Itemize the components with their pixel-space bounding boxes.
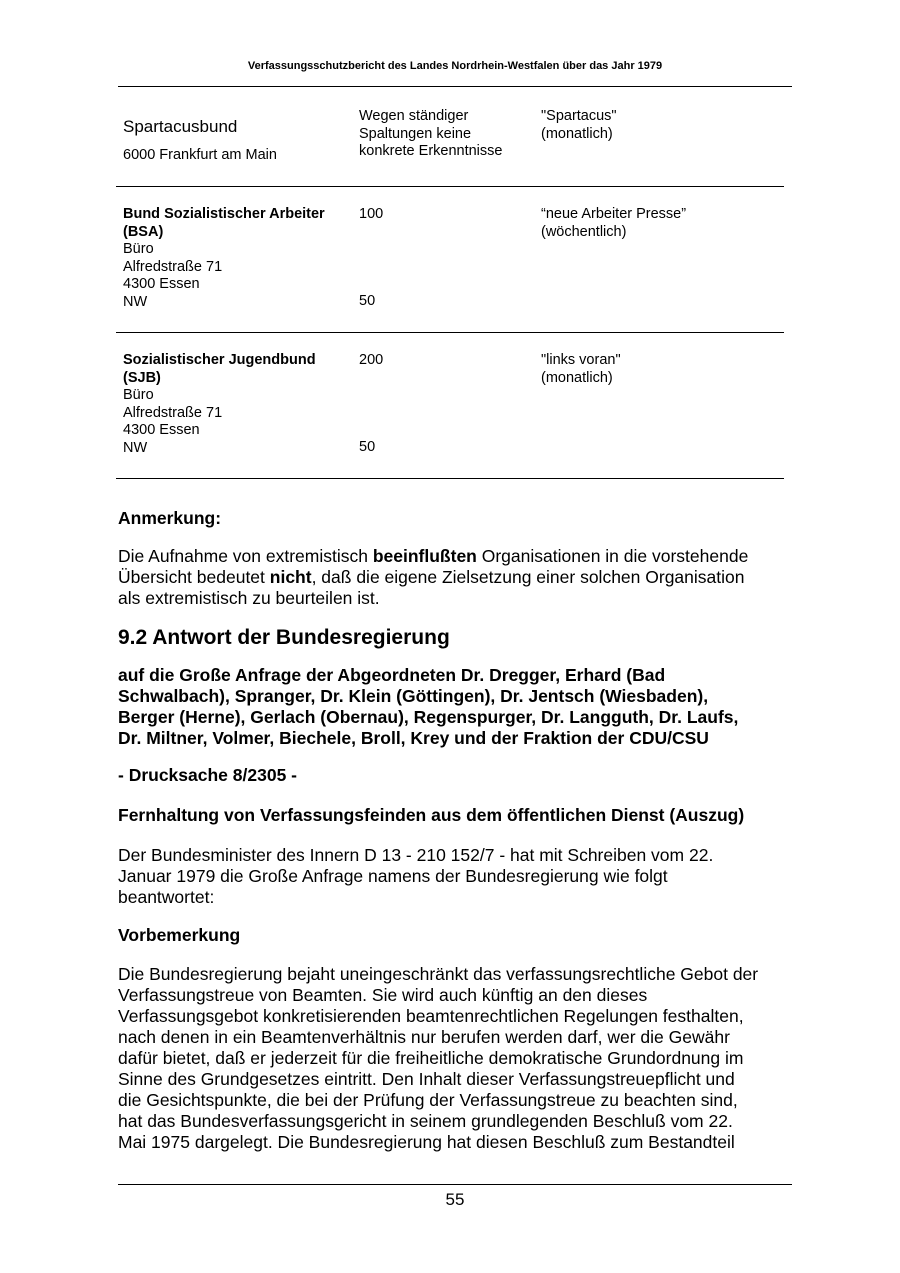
vorbemerkung-line: Sinne des Grundgesetzes eintritt. Den Inhalt dieser Verfassungstreuepflicht und <box>118 1069 735 1089</box>
subtitle-line: Berger (Herne), Gerlach (Obernau), Regenspurger, Dr. Langguth, Dr. Laufs, <box>118 707 739 727</box>
note-line <box>118 546 748 567</box>
org-abbreviation: (SJB) <box>123 369 161 386</box>
org-address-line: Büro <box>123 241 154 257</box>
org-name: Sozialistischer Jugendbund <box>123 352 316 368</box>
table-row-3-publication <box>541 352 621 387</box>
section-heading: 9.2 Antwort der Bundesregierung <box>118 626 450 649</box>
note-text: Übersicht bedeutet <box>118 567 270 587</box>
org-name: Spartacusbund <box>123 117 238 136</box>
members-line: Wegen ständiger <box>359 108 469 124</box>
table-row-2-members-bottom <box>359 293 375 311</box>
members-value: 50 <box>359 439 376 455</box>
table-row-divider <box>116 186 784 187</box>
running-header: Verfassungsschutzbericht des Landes Nordrhein-Westfalen über das Jahr 1979 <box>247 60 663 72</box>
footer-rule <box>118 1184 792 1185</box>
note-text: , daß die eigene Zielsetzung einer solchen Organisation <box>311 567 745 587</box>
vorbemerkung-line: dafür bietet, daß er jederzeit für die freiheitliche demokratische Grundordnung im <box>118 1048 744 1068</box>
org-address-line: Büro <box>123 387 154 403</box>
drucksache-text: - Drucksache 8/2305 - <box>118 765 297 785</box>
intro-line: Januar 1979 die Große Anfrage namens der Bundesregierung wie folgt <box>118 866 668 886</box>
subtitle-line: auf die Große Anfrage der Abgeordneten Dr. Dregger, Erhard (Bad <box>118 665 666 685</box>
org-address-line: 4300 Essen <box>123 422 200 438</box>
note-emphasis: beeinflußten <box>372 546 477 566</box>
note-text: Die Aufnahme von extremistisch <box>118 546 373 566</box>
drucksache-reference <box>118 765 297 786</box>
note-line: als extremistisch zu beurteilen ist. <box>118 588 380 608</box>
publication-line: (monatlich) <box>541 125 613 142</box>
members-line: konkrete Erkenntnisse <box>359 143 503 159</box>
publication-line: (monatlich) <box>541 369 613 386</box>
vorbemerkung-line: Die Bundesregierung bejaht uneingeschränkt das verfassungsrechtliche Gebot der <box>118 964 759 984</box>
note-paragraph <box>118 546 748 609</box>
table-row-1-members <box>359 108 502 161</box>
org-address-line: Alfredstraße 71 <box>123 258 223 275</box>
intro-paragraph <box>118 845 713 908</box>
vorbemerkung-line: Mai 1975 dargelegt. Die Bundesregierung hat diesen Beschluß zum Bestandteil <box>118 1132 735 1152</box>
members-line: Spaltungen keine <box>359 125 472 142</box>
org-address-line: NW <box>123 439 148 456</box>
table-row-2-org <box>123 206 325 311</box>
publication-line: “neue Arbeiter Presse” <box>541 206 687 222</box>
org-address-line: NW <box>123 293 148 310</box>
topic-text: Fernhaltung von Verfassungsfeinden aus dem öffentlichen Dienst (Auszug) <box>118 805 745 825</box>
vorbemerkung-line: die Gesichtspunkte, die bei der Prüfung der Verfassungstreue zu beachten sind, <box>118 1090 738 1110</box>
subtitle-line: Dr. Miltner, Volmer, Biechele, Broll, Krey und der Fraktion der CDU/CSU <box>118 728 709 748</box>
org-address: 6000 Frankfurt am Main <box>123 147 277 163</box>
vorbemerkung-line: nach denen in ein Beamtenverhältnis nur berufen werden darf, wer die Gewähr <box>118 1027 730 1047</box>
table-row-divider <box>116 332 784 333</box>
org-name: Bund Sozialistischer Arbeiter <box>123 206 325 222</box>
subtitle-line: Schwalbach), Spranger, Dr. Klein (Göttingen), Dr. Jentsch (Wiesbaden), <box>118 686 709 706</box>
intro-line: Der Bundesminister des Innern D 13 - 210 152/7 - hat mit Schreiben vom 22. <box>118 845 714 865</box>
note-text: Organisationen in die vorstehende <box>476 546 749 566</box>
topic-heading <box>118 805 744 826</box>
vorbemerkung-line: hat das Bundesverfassungsgericht in seinem grundlegenden Beschluß vom 22. <box>118 1111 733 1131</box>
page-number: 55 <box>445 1190 465 1209</box>
note-line <box>118 567 748 588</box>
org-address-line: Alfredstraße 71 <box>123 404 223 421</box>
table-row-3-members-bottom <box>359 439 375 457</box>
publication-line: "Spartacus" <box>541 108 617 124</box>
header-rule <box>118 86 792 87</box>
table-row-2-publication <box>541 206 686 241</box>
vorbemerkung-line: Verfassungstreue von Beamten. Sie wird auch künftig an den dieses <box>118 985 648 1005</box>
note-title: Anmerkung: <box>118 508 222 528</box>
table-row-1-org-name <box>123 117 237 137</box>
table-row-1-publication <box>541 108 617 143</box>
publication-line: "links voran" <box>541 352 621 368</box>
publication-line: (wöchentlich) <box>541 223 627 240</box>
intro-line: beantwortet: <box>118 887 215 907</box>
members-value: 50 <box>359 293 376 309</box>
vorbemerkung-paragraph <box>118 964 758 1153</box>
vorbemerkung-title <box>118 925 240 946</box>
members-value: 100 <box>359 206 384 222</box>
table-row-2-members-top <box>359 206 383 224</box>
table-row-3-members-top <box>359 352 383 370</box>
vorbemerkung-title-text: Vorbemerkung <box>118 925 241 945</box>
table-row-1-org-address <box>123 147 277 165</box>
section-subtitle <box>118 665 738 749</box>
org-abbreviation: (BSA) <box>123 223 164 240</box>
table-row-divider <box>116 478 784 479</box>
vorbemerkung-line: Verfassungsgebot konkretisierenden beamtenrechtlichen Regelungen festhalten, <box>118 1006 744 1026</box>
members-value: 200 <box>359 352 384 368</box>
table-row-3-org <box>123 352 316 457</box>
note-emphasis: nicht <box>269 567 312 587</box>
org-address-line: 4300 Essen <box>123 276 200 292</box>
